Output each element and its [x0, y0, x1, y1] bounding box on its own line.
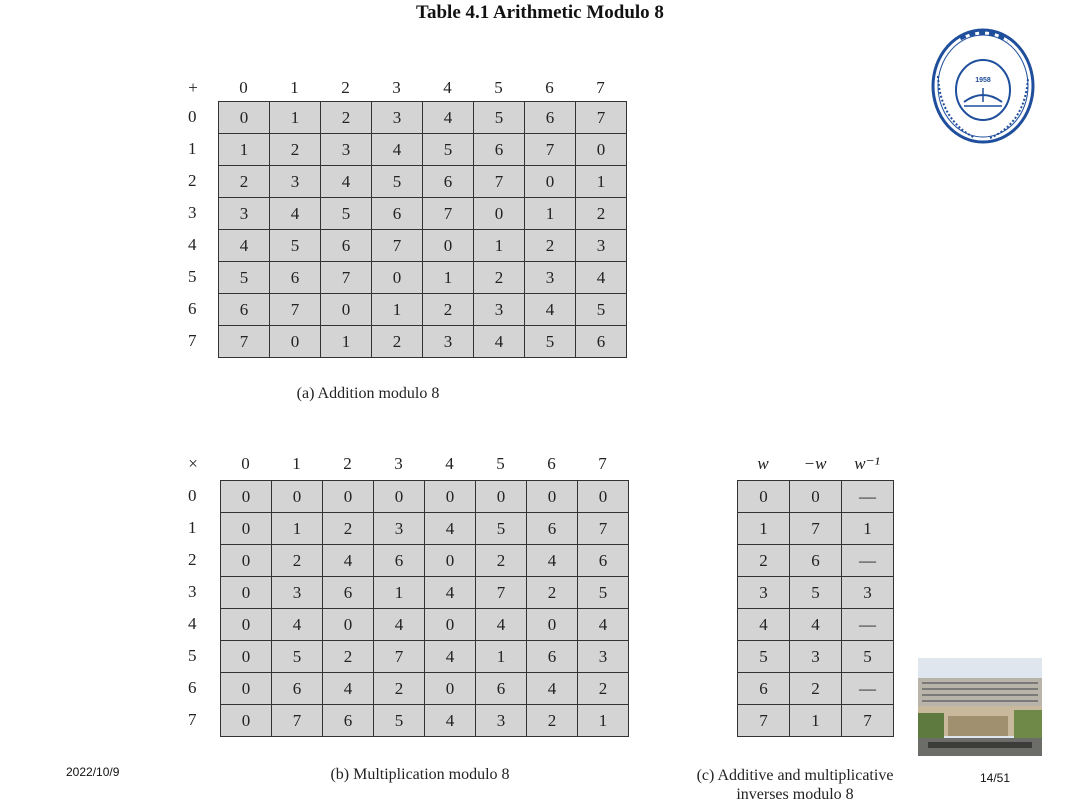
row-header: 4 — [188, 235, 197, 254]
table-cell: 5 — [525, 326, 576, 358]
row-header: 5 — [188, 646, 197, 665]
seal-year: 1958 — [975, 77, 991, 84]
table-cell: 6 — [578, 545, 629, 577]
inverses-caption — [670, 766, 920, 804]
table-cell: 3 — [270, 166, 321, 198]
table-cell: 4 — [272, 609, 323, 641]
table-cell: 5 — [790, 577, 842, 609]
table-cell: 4 — [425, 513, 476, 545]
row-header: 5 — [188, 267, 197, 286]
table-cell: 5 — [372, 166, 423, 198]
table-cell: 4 — [425, 641, 476, 673]
table-cell: 2 — [423, 294, 474, 326]
row-header: 1 — [188, 518, 197, 537]
table-cell: 5 — [476, 513, 527, 545]
table-cell: 1 — [842, 513, 894, 545]
table-cell: 1 — [219, 134, 270, 166]
column-header: 2 — [341, 78, 350, 97]
column-header: w — [757, 454, 769, 473]
table-cell: 3 — [525, 262, 576, 294]
table-cell: — — [842, 609, 894, 641]
table-cell: 2 — [527, 705, 578, 737]
table-cell: 2 — [321, 102, 372, 134]
table-cell: 4 — [527, 545, 578, 577]
table-cell: 0 — [219, 102, 270, 134]
table-cell: 3 — [474, 294, 525, 326]
table-cell: 0 — [221, 705, 272, 737]
table-cell: — — [842, 481, 894, 513]
table-cell: 0 — [578, 481, 629, 513]
table-cell: 4 — [372, 134, 423, 166]
table-cell: 5 — [474, 102, 525, 134]
row-header: 2 — [188, 171, 197, 190]
multiplication-grid — [220, 480, 629, 737]
table-cell: 4 — [323, 673, 374, 705]
row-header: 6 — [188, 299, 197, 318]
row-header: 7 — [188, 710, 197, 729]
table-cell: 2 — [323, 513, 374, 545]
table-cell: 6 — [738, 673, 790, 705]
table-cell: 2 — [527, 577, 578, 609]
table-cell: 4 — [738, 609, 790, 641]
table-cell: 4 — [423, 102, 474, 134]
table-cell: 1 — [270, 102, 321, 134]
row-header: 0 — [188, 107, 197, 126]
column-header: 1 — [292, 454, 301, 473]
table-cell: 2 — [270, 134, 321, 166]
table-cell: 0 — [425, 545, 476, 577]
table-cell: 4 — [425, 705, 476, 737]
table-cell: 5 — [219, 262, 270, 294]
table-cell: 2 — [374, 673, 425, 705]
column-header: −w — [803, 454, 827, 473]
table-cell: 4 — [790, 609, 842, 641]
table-cell: 4 — [578, 609, 629, 641]
table-cell: 0 — [525, 166, 576, 198]
table-cell: 3 — [476, 705, 527, 737]
table-cell: 0 — [221, 641, 272, 673]
table-cell: 7 — [576, 102, 627, 134]
table-cell: 2 — [474, 262, 525, 294]
column-header: 1 — [290, 78, 299, 97]
table-cell: 7 — [374, 641, 425, 673]
table-cell: 6 — [525, 102, 576, 134]
multiplication-operator: × — [188, 454, 198, 473]
table-cell: 6 — [527, 641, 578, 673]
table-cell: 5 — [576, 294, 627, 326]
table-cell: 7 — [790, 513, 842, 545]
column-header: 6 — [545, 78, 554, 97]
table-cell: 7 — [423, 198, 474, 230]
column-header: 7 — [598, 454, 607, 473]
column-header: 0 — [241, 454, 250, 473]
table-cell: 1 — [578, 705, 629, 737]
table-cell: 6 — [576, 326, 627, 358]
slide-date: 2022/10/9 — [66, 765, 120, 779]
table-cell: 1 — [476, 641, 527, 673]
table-cell: 4 — [474, 326, 525, 358]
table-cell: 2 — [272, 545, 323, 577]
table-cell: 6 — [790, 545, 842, 577]
column-header: 3 — [394, 454, 403, 473]
table-cell: 6 — [323, 577, 374, 609]
table-cell: 3 — [842, 577, 894, 609]
table-cell: 3 — [372, 102, 423, 134]
table-cell: — — [842, 673, 894, 705]
table-cell: 6 — [474, 134, 525, 166]
table-cell: 4 — [270, 198, 321, 230]
table-cell: 7 — [219, 326, 270, 358]
table-cell: 3 — [423, 326, 474, 358]
table-cell: 0 — [323, 609, 374, 641]
table-cell: 2 — [738, 545, 790, 577]
table-cell: 3 — [576, 230, 627, 262]
table-cell: 1 — [374, 577, 425, 609]
addition-grid — [218, 101, 627, 358]
table-cell: 4 — [323, 545, 374, 577]
table-cell: 7 — [738, 705, 790, 737]
table-cell: 0 — [790, 481, 842, 513]
table-cell: 0 — [476, 481, 527, 513]
table-cell: 4 — [374, 609, 425, 641]
table-cell: 1 — [576, 166, 627, 198]
table-cell: 2 — [219, 166, 270, 198]
column-header: 0 — [239, 78, 248, 97]
university-seal-logo — [930, 28, 1036, 152]
table-cell: 4 — [527, 673, 578, 705]
table-cell: 7 — [842, 705, 894, 737]
table-cell: 0 — [221, 545, 272, 577]
table-cell: 1 — [423, 262, 474, 294]
table-cell: 6 — [270, 262, 321, 294]
table-cell: 0 — [738, 481, 790, 513]
table-cell: 7 — [474, 166, 525, 198]
table-cell: 7 — [270, 294, 321, 326]
table-cell: 0 — [270, 326, 321, 358]
column-header: 2 — [343, 454, 352, 473]
table-cell: 0 — [527, 481, 578, 513]
row-header: 7 — [188, 331, 197, 350]
table-cell: 5 — [374, 705, 425, 737]
table-cell: 7 — [321, 262, 372, 294]
table-cell: 4 — [219, 230, 270, 262]
slide-page-number: 14/51 — [980, 771, 1011, 785]
row-header: 1 — [188, 139, 197, 158]
table-cell: 0 — [221, 673, 272, 705]
table-cell: 4 — [525, 294, 576, 326]
multiplication-caption: (b) Multiplication modulo 8 — [330, 766, 510, 783]
table-cell: 5 — [272, 641, 323, 673]
table-cell: 0 — [272, 481, 323, 513]
table-cell: 0 — [425, 609, 476, 641]
campus-photo — [918, 658, 1042, 756]
column-header: w⁻¹ — [854, 454, 880, 473]
table-cell: 4 — [476, 609, 527, 641]
table-cell: 1 — [790, 705, 842, 737]
table-cell: 4 — [425, 577, 476, 609]
table-cell: 6 — [323, 705, 374, 737]
table-cell: 0 — [372, 262, 423, 294]
table-cell: 5 — [578, 577, 629, 609]
table-cell: 3 — [738, 577, 790, 609]
page-title: Table 4.1 Arithmetic Modulo 8 — [416, 2, 664, 23]
column-header: 5 — [494, 78, 503, 97]
inverses-grid — [737, 480, 894, 737]
table-cell: 0 — [576, 134, 627, 166]
table-cell: 5 — [842, 641, 894, 673]
table-cell: 6 — [272, 673, 323, 705]
row-header: 3 — [188, 582, 197, 601]
column-header: 4 — [443, 78, 452, 97]
table-cell: 7 — [476, 577, 527, 609]
table-cell: 6 — [423, 166, 474, 198]
table-cell: 0 — [323, 481, 374, 513]
table-cell: 2 — [525, 230, 576, 262]
table-cell: 3 — [578, 641, 629, 673]
table-cell: 7 — [372, 230, 423, 262]
table-cell: 0 — [221, 577, 272, 609]
table-cell: 6 — [476, 673, 527, 705]
addition-operator: + — [188, 78, 198, 97]
table-cell: — — [842, 545, 894, 577]
column-header: 5 — [496, 454, 505, 473]
table-cell: 2 — [323, 641, 374, 673]
inverses-caption-line1: (c) Additive and multiplicative — [696, 767, 894, 784]
table-cell: 1 — [738, 513, 790, 545]
addition-caption: (a) Addition modulo 8 — [296, 385, 440, 402]
table-cell: 1 — [474, 230, 525, 262]
table-cell: 7 — [525, 134, 576, 166]
table-cell: 2 — [576, 198, 627, 230]
table-cell: 7 — [578, 513, 629, 545]
table-cell: 6 — [374, 545, 425, 577]
table-cell: 1 — [321, 326, 372, 358]
table-cell: 0 — [221, 481, 272, 513]
table-cell: 3 — [321, 134, 372, 166]
table-cell: 2 — [372, 326, 423, 358]
row-header: 2 — [188, 550, 197, 569]
table-cell: 0 — [321, 294, 372, 326]
column-header: 7 — [596, 78, 605, 97]
row-header: 4 — [188, 614, 197, 633]
table-cell: 6 — [321, 230, 372, 262]
table-cell: 0 — [527, 609, 578, 641]
table-cell: 3 — [272, 577, 323, 609]
column-header: 3 — [392, 78, 401, 97]
table-cell: 2 — [578, 673, 629, 705]
table-cell: 0 — [374, 481, 425, 513]
table-cell: 3 — [374, 513, 425, 545]
column-header: 6 — [547, 454, 556, 473]
table-cell: 0 — [425, 481, 476, 513]
table-cell: 1 — [525, 198, 576, 230]
table-cell: 6 — [219, 294, 270, 326]
table-cell: 5 — [270, 230, 321, 262]
table-cell: 5 — [738, 641, 790, 673]
column-header: 4 — [445, 454, 454, 473]
table-cell: 2 — [476, 545, 527, 577]
table-cell: 6 — [527, 513, 578, 545]
table-cell: 0 — [221, 513, 272, 545]
table-cell: 2 — [790, 673, 842, 705]
table-cell: 7 — [272, 705, 323, 737]
table-cell: 1 — [372, 294, 423, 326]
inverses-caption-line2: inverses modulo 8 — [736, 786, 854, 803]
table-cell: 0 — [221, 609, 272, 641]
table-cell: 1 — [272, 513, 323, 545]
row-header: 6 — [188, 678, 197, 697]
table-cell: 0 — [474, 198, 525, 230]
row-header: 0 — [188, 486, 197, 505]
table-cell: 4 — [576, 262, 627, 294]
table-cell: 3 — [790, 641, 842, 673]
table-cell: 0 — [423, 230, 474, 262]
table-cell: 5 — [423, 134, 474, 166]
table-cell: 5 — [321, 198, 372, 230]
table-cell: 4 — [321, 166, 372, 198]
table-cell: 0 — [425, 673, 476, 705]
row-header: 3 — [188, 203, 197, 222]
table-cell: 3 — [219, 198, 270, 230]
table-cell: 6 — [372, 198, 423, 230]
